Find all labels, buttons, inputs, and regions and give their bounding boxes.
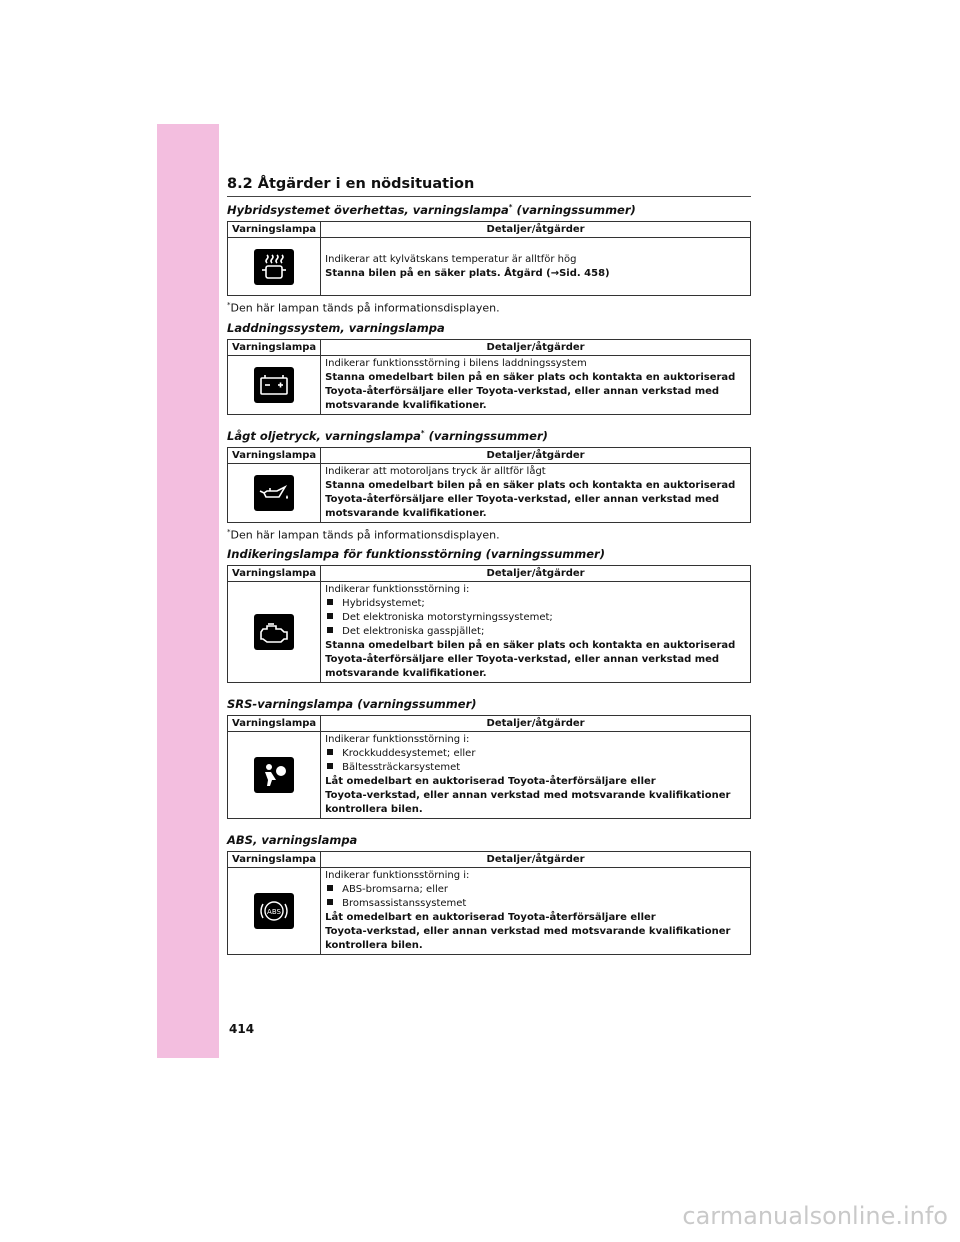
col-header-lamp: Varningslampa [228,566,321,582]
coolant-temperature-icon [254,249,294,285]
footnote: *Den här lampan tänds på informationsdisplayen. [227,527,500,542]
abs-icon [254,893,294,929]
bullet-item: Hybridsystemet; [325,597,746,611]
heading-malfunction-indicator: Indikeringslampa för funktionsstörning (varningssummer) [227,547,605,562]
detail-line: Indikerar att kylvätskans temperatur är alltför hög [325,253,577,265]
col-header-details: Detaljer/åtgärder [321,339,751,355]
battery-icon [254,367,294,403]
footnote: *Den här lampan tänds på informationsdisplayen. [227,301,500,315]
col-header-details: Detaljer/åtgärder [321,222,751,238]
bullet-item: ABS-bromsarna; eller [325,883,746,897]
detail-line: Indikerar funktionsstörning i: [325,734,470,746]
detail-line: Indikerar funktionsstörning i: [325,584,470,596]
col-header-lamp: Varningslampa [228,852,321,868]
bullet-item: Bromsassistanssystemet [325,897,746,911]
heading-abs: ABS, varningslampa [227,833,358,848]
detail-line: Stanna omedelbart bilen på en säker plats och kontakta en auktoriserad [325,371,736,383]
heading-hybrid-overheat: Hybridsystemet överhettas, varningslampa* (varningssummer) [227,203,636,217]
detail-line: Toyota-verkstad, eller annan verkstad med motsvarande kvalifikationer [325,926,731,938]
detail-line: Låt omedelbart en auktoriserad Toyota-återförsäljare eller [325,776,656,788]
detail-line: kontrollera bilen. [325,804,423,816]
detail-line: motsvarande kvalifikationer. [325,399,487,411]
detail-line: motsvarande kvalifikationer. [325,668,487,680]
table-malfunction-indicator [227,565,751,683]
check-engine-icon [254,614,294,650]
watermark: carmanualsonline.info [682,1202,948,1230]
section-title: 8.2 Åtgärder i en nödsituation [227,176,751,197]
heading-charging-system: Laddningssystem, varningslampa [227,320,445,335]
detail-line: Indikerar funktionsstörning i bilens laddningssystem [325,357,587,369]
oil-pressure-icon [254,475,294,511]
detail-line: Toyota-verkstad, eller annan verkstad med motsvarande kvalifikationer [325,790,731,802]
detail-line: Indikerar funktionsstörning i: [325,870,470,882]
detail-line: Toyota-återförsäljare eller Toyota-verkstad, eller annan verkstad med [325,493,720,505]
bullet-item: Krockkuddesystemet; eller [325,747,746,761]
col-header-lamp: Varningslampa [228,716,321,732]
detail-line: kontrollera bilen. [325,940,423,952]
srs-airbag-icon [254,757,294,793]
col-header-lamp: Varningslampa [228,447,321,463]
bullet-item: Det elektroniska motorstyrningssystemet; [325,611,746,625]
heading-oil-pressure: Lågt oljetryck, varningslampa* (varningssummer) [227,428,548,443]
detail-line: Låt omedelbart en auktoriserad Toyota-återförsäljare eller [325,912,656,924]
col-header-lamp: Varningslampa [228,222,321,238]
detail-line: Toyota-återförsäljare eller Toyota-verkstad, eller annan verkstad med [325,385,720,397]
detail-line: Stanna omedelbart bilen på en säker plats och kontakta en auktoriserad [325,640,736,652]
bullet-item: Det elektroniska gasspjället; [325,625,746,639]
table-oil-pressure [227,447,751,523]
page-content [227,176,751,955]
detail-line: Indikerar att motoroljans tryck är alltför lågt [325,465,546,477]
detail-line: Stanna omedelbart bilen på en säker plats och kontakta en auktoriserad [325,479,736,491]
col-header-details: Detaljer/åtgärder [321,566,751,582]
col-header-details: Detaljer/åtgärder [321,852,751,868]
table-charging-system [227,339,751,415]
table-abs [227,851,751,955]
col-header-details: Detaljer/åtgärder [321,716,751,732]
table-hybrid-overheat [227,221,751,296]
bullet-item: Bältessträckarsystemet [325,761,746,775]
page-side-tab [157,124,219,1058]
detail-line: Toyota-återförsäljare eller Toyota-verkstad, eller annan verkstad med [325,654,720,666]
detail-line: Stanna bilen på en säker plats. Åtgärd (→Sid. 458) [325,267,610,279]
heading-srs: SRS-varningslampa (varningssummer) [227,697,477,712]
detail-line: motsvarande kvalifikationer. [325,507,487,519]
table-srs [227,715,751,819]
col-header-details: Detaljer/åtgärder [321,447,751,463]
svg-text:ABS: ABS [267,908,282,917]
page-number: 414 [229,1022,255,1036]
col-header-lamp: Varningslampa [228,339,321,355]
